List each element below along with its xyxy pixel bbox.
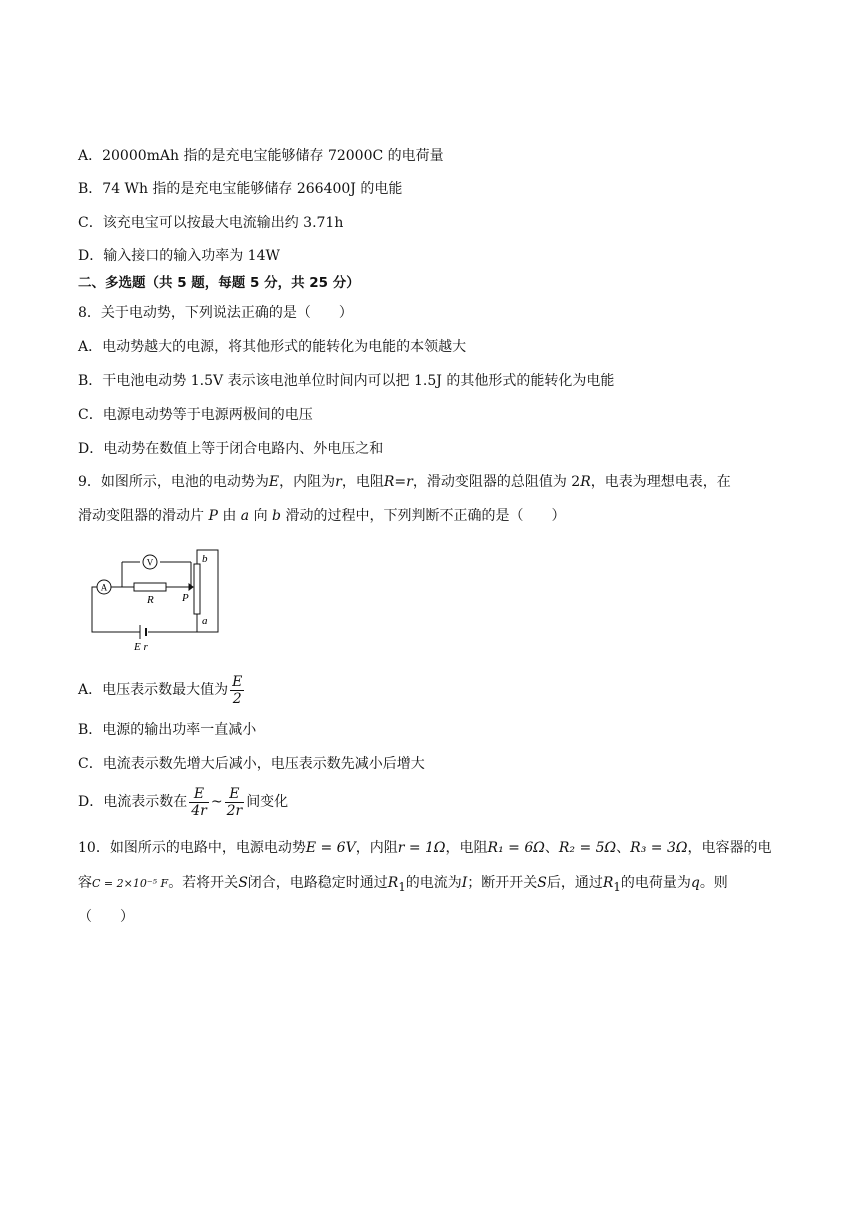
q7-option-c: C．该充电宝可以按最大电流输出约 3.71h bbox=[78, 215, 344, 231]
q7-option-d: D．输入接口的输入功率为 14W bbox=[78, 248, 280, 264]
ammeter-label: A bbox=[100, 582, 108, 593]
q9-circuit-diagram bbox=[78, 546, 228, 656]
q8-option-b: B．干电池电动势 1.5V 表示该电池单位时间内可以把 1.5J 的其他形式的能转化为电能 bbox=[78, 373, 615, 389]
q10-stem-line2: 容C = 2×10⁻⁵ F。若将开关S闭合，电路稳定时通过$R_1$的电流为I；断开开关S后，通过$R_1$的电荷量为q。则 bbox=[78, 875, 728, 894]
fraction: $\frac{E}{2}$ bbox=[232, 673, 243, 707]
section-heading: 二、多选题（共 5 题，每题 5 分，共 25 分） bbox=[78, 275, 360, 291]
q9-option-c: C．电流表示数先增大后减小，电压表示数先减小后增大 bbox=[78, 756, 425, 772]
q9-option-a: A．电压表示数最大值为 $\frac{E}{2}$ bbox=[78, 673, 243, 707]
fraction: $\frac{E}{2r}$ bbox=[226, 785, 243, 819]
fraction: $\frac{E}{4r}$ bbox=[191, 785, 207, 819]
q9-stem-line2: 滑动变阻器的滑动片 P 由 a 向 b 滑动的过程中，下列判断不正确的是（ ） bbox=[78, 508, 566, 524]
q10-stem-line1: 10．如图所示的电路中，电源电动势E = 6V，内阻r = 1Ω，电阻R₁ = 6Ω、R₂ = 5Ω、R₃ = 3Ω，电容器的电 bbox=[78, 840, 772, 856]
q8-option-d: D．电动势在数值上等于闭合电路内、外电压之和 bbox=[78, 441, 384, 457]
q9-stem-line1: 9．如图所示，电池的电动势为E，内阻为r，电阻R=r，滑动变阻器的总阻值为 2R，电表为理想电表，在 bbox=[78, 474, 731, 490]
resistor-label: R bbox=[147, 594, 154, 606]
slider-label: P bbox=[182, 592, 189, 604]
battery-label: E r bbox=[134, 641, 148, 653]
end-b-label: b bbox=[202, 553, 208, 565]
q10-answer-bracket: （ ） bbox=[78, 909, 134, 925]
end-a-label: a bbox=[202, 615, 208, 627]
q7-option-a: A．20000mAh 指的是充电宝能够储存 72000C 的电荷量 bbox=[78, 148, 444, 164]
voltmeter-label: V bbox=[146, 557, 154, 568]
q7-option-b: B．74 Wh 指的是充电宝能够储存 266400J 的电能 bbox=[78, 181, 403, 197]
q8-option-a: A．电动势越大的电源，将其他形式的能转化为电能的本领越大 bbox=[78, 339, 467, 355]
q8-stem: 8．关于电动势，下列说法正确的是（ ） bbox=[78, 305, 353, 321]
q9-option-b: B．电源的输出功率一直减小 bbox=[78, 722, 257, 738]
q8-option-c: C．电源电动势等于电源两极间的电压 bbox=[78, 407, 313, 423]
q9-option-d: D．电流表示数在 $\frac{E}{4r}$ ~ $\frac{E}{2r}$ 间变化 bbox=[78, 785, 289, 819]
